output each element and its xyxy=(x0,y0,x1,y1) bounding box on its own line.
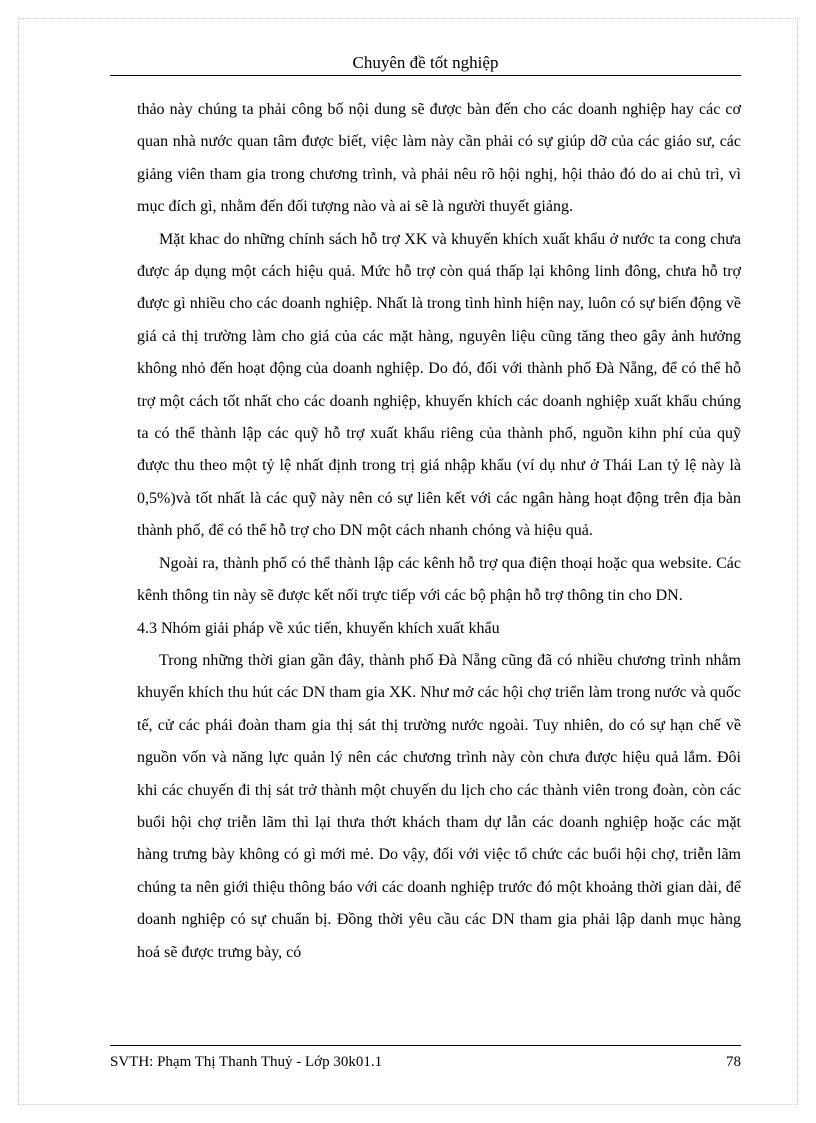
header-divider xyxy=(110,75,741,76)
paragraph-continuation: thảo này chúng ta phải công bố nội dung sẽ được bàn đến cho các doanh nghiệp hay các cơ quan nhà nước quan tâm được biết, việc làm này cần phải có sự giúp dỡ của các giáo sư, các giảng viên tham gia trong chương trình, và phải nêu rõ hội nghị, hội thảo đó do ai chủ trì, vì mục đích gì, nhằm đến đối tượng nào và ai sẽ là người thuyết giảng. xyxy=(137,101,741,216)
document-body xyxy=(137,94,741,969)
section-heading: 4.3 Nhóm giải pháp về xúc tiến, khuyến khích xuất khẩu xyxy=(137,619,500,637)
page-header-title: Chuyên đề tốt nghiệp xyxy=(352,53,499,72)
footer-divider xyxy=(110,1045,741,1046)
paragraph-support-channels: Ngoài ra, thành phố có thể thành lập các kênh hỗ trợ qua điện thoại hoặc qua website. Các kênh thông tin này sẽ được kết nối trực tiếp với các bộ phận hỗ trợ thông tin cho DN. xyxy=(137,554,741,605)
footer-author: SVTH: Phạm Thị Thanh Thuỷ - Lớp 30k01.1 xyxy=(110,1054,383,1070)
page-number: 78 xyxy=(726,1054,741,1070)
paragraph-trade-promotion: Trong những thời gian gần đây, thành phố Đà Nẵng cũng đã có nhiều chương trình nhằm khuyến khích thu hút các DN tham gia XK. Như mở các hội chợ triển làm trong nước và quốc tế, cử các phái đoàn tham gia thị sát thị trường nước ngoài. Tuy nhiên, do có sự hạn chế về nguồn vốn và năng lực quản lý nên các chương trình này còn chưa được hiệu quả lắm. Đôi khi các chuyến đi thị sát trở thành một chuyến du lịch cho các thành viên trong đoàn, còn các buổi hội chợ triễn lãm thì lại thưa thớt khách tham dự lẫn các doanh nghiệp hoặc các mặt hàng trưng bày không có gì mới mẻ. Do vậy, đối với việc tổ chức các buổi hội chợ, triễn lãm chúng ta nên giới thiệu thông báo với các doanh nghiệp trước đó một khoảng thời gian dài, để doanh nghiệp có sự chuẩn bị. Đồng thời yêu cầu các DN tham gia phải lập danh mục hàng hoá sẽ được trưng bày, có xyxy=(137,651,741,961)
paragraph-support-policy: Mặt khac do những chính sách hỗ trợ XK và khuyến khích xuất khẩu ở nước ta cong chưa được áp dụng một cách hiệu quả. Mức hỗ trợ còn quá thấp lại không linh đông, chưa hỗ trợ được gì nhiều cho các doanh nghiệp. Nhất là trong tình hình hiện nay, luôn có sự biến động về giá cả thị trường làm cho giá của các mặt hàng, nguyên liệu cũng tăng theo gây ảnh hưởng không nhỏ đến hoạt động của doanh nghiệp. Do đó, đối với thành phố Đà Nẵng, để có thể hỗ trợ một cách tốt nhất cho các doanh nghiệp, khuyến khích các doanh nghiệp xuất khẩu chúng ta có thể thành lập các quỹ hỗ trợ xuất khẩu riêng của thành phố, nguồn kihn phí của quỹ được thu theo một tỷ lệ nhất định trong trị giá nhập khẩu (ví dụ như ở Thái Lan tỷ lệ này là 0,5%)và tốt nhất là các quỹ này nên có sự liên kết với các ngân hàng hoạt động trên địa bàn thành phố, để có thể hỗ trợ cho DN một cách nhanh chóng và hiệu quả. xyxy=(137,230,741,540)
